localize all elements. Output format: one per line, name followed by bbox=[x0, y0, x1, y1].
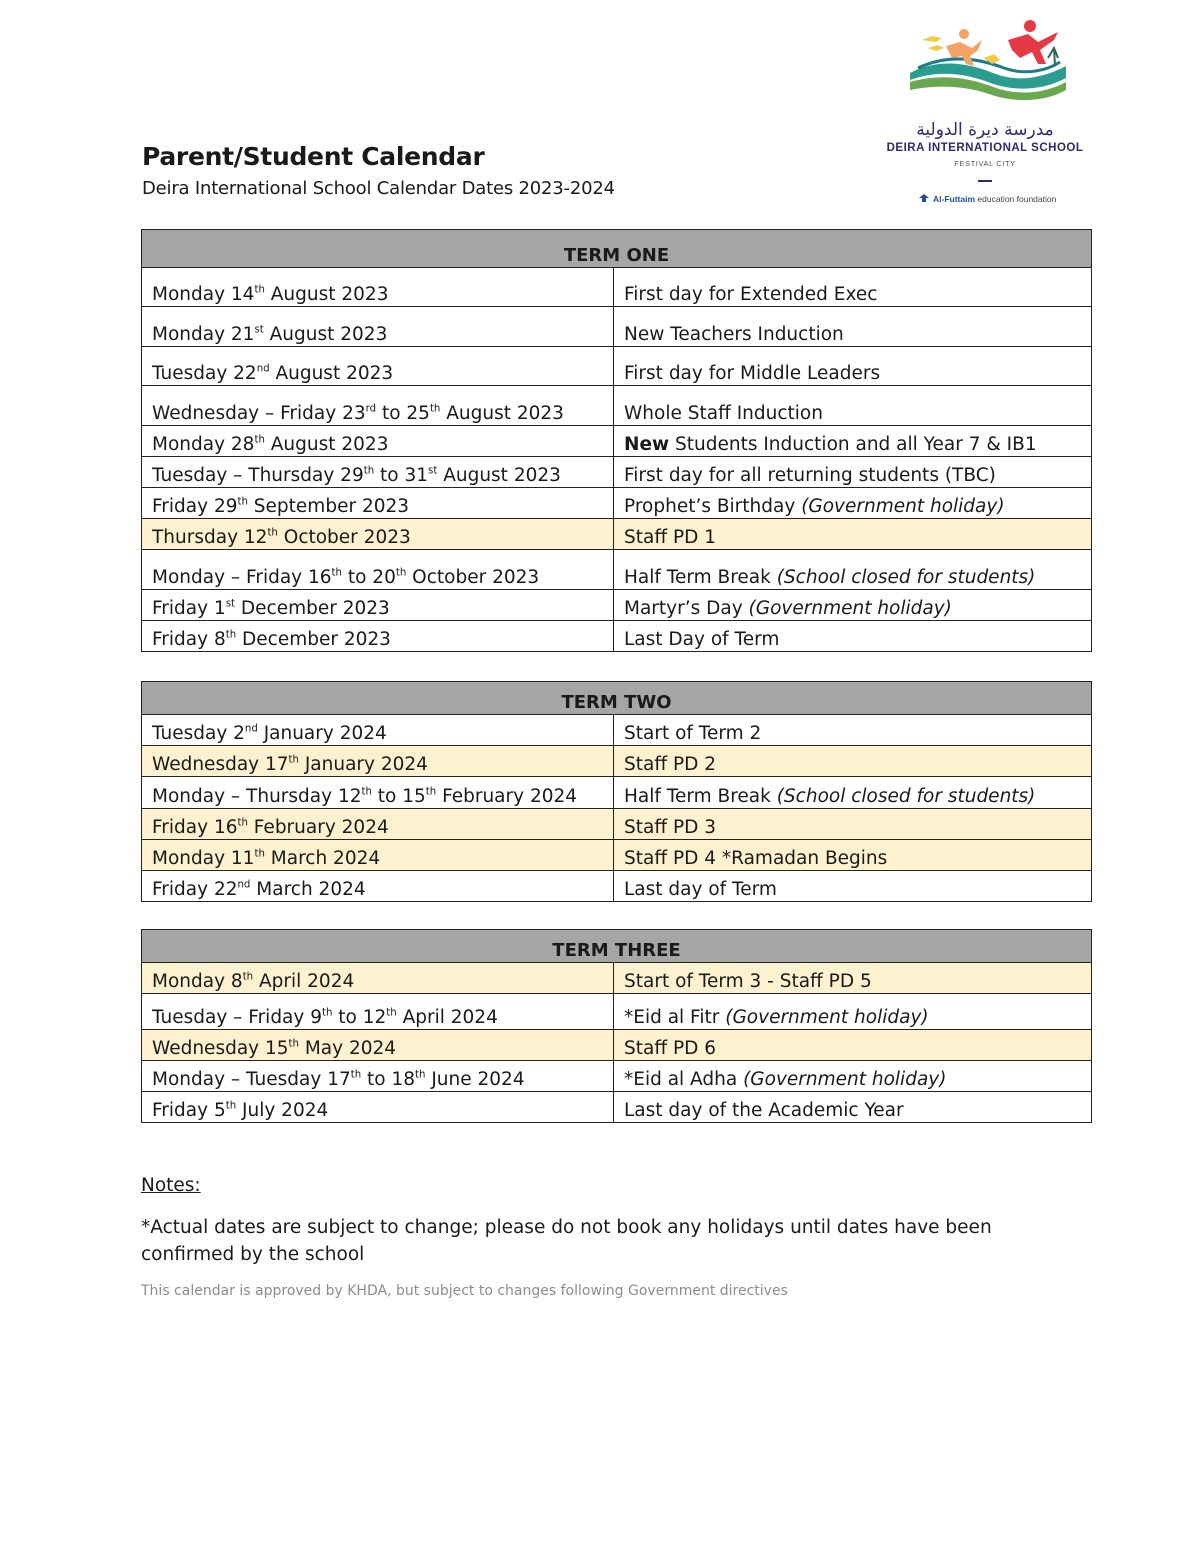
date-ordinal: th bbox=[225, 1100, 237, 1112]
date-cell bbox=[142, 963, 614, 994]
event-text: Start of Term 2 bbox=[624, 722, 762, 744]
date-rest: March 2024 bbox=[264, 847, 381, 869]
event-cell bbox=[614, 777, 1092, 809]
date-ordinal: th bbox=[254, 848, 265, 860]
date-cell bbox=[142, 268, 614, 307]
calendar-row bbox=[142, 519, 1092, 550]
term-title: TERM THREE bbox=[142, 930, 1092, 963]
date-ordinal: th bbox=[322, 1007, 333, 1019]
date-cell bbox=[142, 840, 614, 871]
logo-location: FESTIVAL CITY bbox=[954, 159, 1016, 168]
date-ordinal-end: th bbox=[415, 1069, 426, 1081]
date-day: Monday 21 bbox=[152, 323, 255, 345]
date-day: Monday – Tuesday 17 bbox=[152, 1068, 351, 1090]
notes-heading: Notes: bbox=[141, 1175, 201, 1196]
event-text: First day for all returning students (TBC) bbox=[624, 464, 996, 486]
date-rest: to 25 bbox=[376, 402, 430, 424]
date-day: Friday 8 bbox=[152, 628, 226, 650]
date-rest: February 2024 bbox=[247, 816, 389, 838]
date-cell bbox=[142, 1092, 614, 1123]
date-rest: August 2023 bbox=[263, 323, 388, 345]
event-cell bbox=[614, 994, 1092, 1030]
date-day: Monday 8 bbox=[152, 970, 243, 992]
date-day: Wednesday 15 bbox=[152, 1037, 289, 1059]
page-title: Parent/Student Calendar bbox=[142, 142, 485, 171]
date-cell bbox=[142, 590, 614, 621]
date-day: Monday 14 bbox=[152, 283, 255, 305]
date-cell bbox=[142, 426, 614, 457]
date-ordinal: th bbox=[350, 1069, 362, 1081]
event-cell bbox=[614, 715, 1092, 746]
event-text: Staff PD 3 bbox=[624, 816, 717, 838]
date-day: Friday 1 bbox=[152, 597, 226, 619]
date-rest-end: June 2024 bbox=[425, 1068, 525, 1090]
date-cell bbox=[142, 809, 614, 840]
date-rest: December 2023 bbox=[235, 597, 390, 619]
date-ordinal: th bbox=[288, 1038, 299, 1050]
event-cell bbox=[614, 871, 1092, 902]
date-cell bbox=[142, 488, 614, 519]
event-text: Prophet’s Birthday bbox=[624, 495, 802, 517]
event-text: Whole Staff Induction bbox=[624, 402, 823, 424]
event-text: Staff PD 2 bbox=[624, 753, 717, 775]
date-cell bbox=[142, 715, 614, 746]
term-title: TERM TWO bbox=[142, 682, 1092, 715]
calendar-row bbox=[142, 307, 1092, 347]
date-cell bbox=[142, 550, 614, 590]
calendar-row bbox=[142, 715, 1092, 746]
event-note: (School closed for students) bbox=[776, 566, 1036, 588]
event-cell bbox=[614, 809, 1092, 840]
date-rest-end: April 2024 bbox=[396, 1006, 498, 1028]
date-cell bbox=[142, 1030, 614, 1061]
date-day: Tuesday 2 bbox=[152, 722, 245, 744]
event-cell bbox=[614, 1061, 1092, 1092]
calendar-row bbox=[142, 994, 1092, 1030]
event-text: First day for Middle Leaders bbox=[624, 362, 881, 384]
date-ordinal: st bbox=[225, 598, 236, 610]
calendar-row bbox=[142, 426, 1092, 457]
event-cell bbox=[614, 840, 1092, 871]
date-ordinal-end: st bbox=[428, 465, 438, 477]
date-rest: July 2024 bbox=[236, 1099, 329, 1121]
date-rest: to 31 bbox=[374, 464, 429, 486]
event-cell bbox=[614, 519, 1092, 550]
date-ordinal: th bbox=[237, 817, 248, 829]
term-one-table bbox=[141, 229, 1092, 652]
logo-school-name: DEIRA INTERNATIONAL SCHOOL bbox=[886, 142, 1084, 154]
date-ordinal: rd bbox=[365, 403, 377, 415]
date-cell bbox=[142, 307, 614, 347]
date-rest-end: August 2023 bbox=[437, 464, 561, 486]
date-ordinal: th bbox=[331, 567, 342, 579]
date-ordinal: th bbox=[225, 629, 237, 641]
event-cell bbox=[614, 963, 1092, 994]
event-cell bbox=[614, 307, 1092, 347]
date-day: Friday 22 bbox=[152, 878, 238, 900]
event-cell bbox=[614, 590, 1092, 621]
date-rest: to 15 bbox=[371, 785, 426, 807]
term-title: TERM ONE bbox=[142, 230, 1092, 268]
date-rest: August 2023 bbox=[264, 433, 389, 455]
page-subtitle: Deira International School Calendar Dates 2023-2024 bbox=[142, 178, 615, 199]
event-text: Start of Term 3 - Staff PD 5 bbox=[624, 970, 872, 992]
calendar-row bbox=[142, 746, 1092, 777]
calendar-row bbox=[142, 268, 1092, 307]
event-text: Last day of Term bbox=[624, 878, 777, 900]
date-ordinal: th bbox=[288, 754, 299, 766]
date-ordinal: th bbox=[242, 971, 254, 983]
date-rest-end: February 2024 bbox=[436, 785, 578, 807]
approval-note: This calendar is approved by KHDA, but subject to changes following Government directives bbox=[141, 1283, 788, 1299]
date-cell bbox=[142, 746, 614, 777]
event-cell bbox=[614, 347, 1092, 386]
school-logo bbox=[880, 18, 1090, 204]
event-text: Half Term Break bbox=[624, 566, 777, 588]
calendar-row bbox=[142, 488, 1092, 519]
date-day: Tuesday – Thursday 29 bbox=[152, 464, 364, 486]
date-rest: May 2024 bbox=[298, 1037, 397, 1059]
date-ordinal: th bbox=[237, 496, 248, 508]
event-cell bbox=[614, 1092, 1092, 1123]
calendar-row bbox=[142, 457, 1092, 488]
date-rest: January 2024 bbox=[298, 753, 428, 775]
event-note: (Government holiday) bbox=[801, 495, 1005, 517]
date-cell bbox=[142, 777, 614, 809]
date-rest: January 2024 bbox=[257, 722, 387, 744]
event-text: Staff PD 4 *Ramadan Begins bbox=[624, 847, 888, 869]
notes-text: *Actual dates are subject to change; please do not book any holidays until dates have been confirmed by the school bbox=[141, 1217, 992, 1265]
date-cell bbox=[142, 621, 614, 652]
event-note: (Government holiday) bbox=[743, 1068, 947, 1090]
date-cell bbox=[142, 386, 614, 426]
event-emphasis: New bbox=[624, 433, 670, 455]
date-day: Wednesday – Friday 23 bbox=[152, 402, 366, 424]
calendar-row bbox=[142, 809, 1092, 840]
calendar-row bbox=[142, 386, 1092, 426]
calendar-row bbox=[142, 1092, 1092, 1123]
date-rest-end: October 2023 bbox=[406, 566, 540, 588]
date-ordinal: th bbox=[363, 465, 375, 477]
logo-foundation bbox=[918, 193, 1088, 204]
date-rest: March 2024 bbox=[250, 878, 366, 900]
date-cell bbox=[142, 347, 614, 386]
event-text: Staff PD 1 bbox=[624, 526, 717, 548]
date-day: Tuesday 22 bbox=[152, 362, 257, 384]
date-day: Monday 11 bbox=[152, 847, 255, 869]
calendar-row bbox=[142, 871, 1092, 902]
term-three-table bbox=[141, 929, 1092, 1123]
date-ordinal: nd bbox=[244, 723, 258, 735]
event-text: Students Induction and all Year 7 & IB1 bbox=[669, 433, 1037, 455]
date-day: Monday 28 bbox=[152, 433, 255, 455]
calendar-row bbox=[142, 1061, 1092, 1092]
date-rest-end: August 2023 bbox=[440, 402, 564, 424]
date-day: Wednesday 17 bbox=[152, 753, 289, 775]
event-cell bbox=[614, 746, 1092, 777]
logo-divider bbox=[978, 180, 992, 182]
event-text: Last Day of Term bbox=[624, 628, 780, 650]
event-note: (Government holiday) bbox=[748, 597, 952, 619]
date-day: Thursday 12 bbox=[152, 526, 268, 548]
event-cell bbox=[614, 268, 1092, 307]
calendar-row bbox=[142, 621, 1092, 652]
date-ordinal: st bbox=[254, 324, 264, 336]
date-ordinal-end: th bbox=[429, 403, 441, 415]
calendar-row bbox=[142, 963, 1092, 994]
event-text: Martyr’s Day bbox=[624, 597, 749, 619]
date-ordinal: th bbox=[254, 434, 265, 446]
date-rest: April 2024 bbox=[253, 970, 355, 992]
date-day: Tuesday – Friday 9 bbox=[152, 1006, 322, 1028]
event-cell bbox=[614, 488, 1092, 519]
event-text: *Eid al Adha bbox=[624, 1068, 744, 1090]
logo-arabic-name: مدرسة ديرة الدولية bbox=[916, 120, 1054, 140]
event-text: Half Term Break bbox=[624, 785, 777, 807]
date-rest: to 18 bbox=[361, 1068, 416, 1090]
date-rest: December 2023 bbox=[236, 628, 391, 650]
calendar-row bbox=[142, 347, 1092, 386]
event-text: Staff PD 6 bbox=[624, 1037, 717, 1059]
date-day: Friday 29 bbox=[152, 495, 238, 517]
date-day: Friday 16 bbox=[152, 816, 238, 838]
date-day: Monday – Thursday 12 bbox=[152, 785, 362, 807]
event-cell bbox=[614, 550, 1092, 590]
event-note: (Government holiday) bbox=[725, 1006, 929, 1028]
calendar-row bbox=[142, 777, 1092, 809]
date-ordinal: th bbox=[254, 284, 265, 296]
event-text: *Eid al Fitr bbox=[624, 1006, 726, 1028]
date-cell bbox=[142, 871, 614, 902]
event-cell bbox=[614, 386, 1092, 426]
event-note: (School closed for students) bbox=[776, 785, 1036, 807]
calendar-row bbox=[142, 550, 1092, 590]
date-ordinal: nd bbox=[237, 879, 251, 891]
date-rest: to 12 bbox=[332, 1006, 387, 1028]
event-cell bbox=[614, 426, 1092, 457]
date-cell bbox=[142, 994, 614, 1030]
event-cell bbox=[614, 621, 1092, 652]
foundation-text: education foundation bbox=[977, 194, 1057, 204]
term-two-table bbox=[141, 681, 1092, 902]
calendar-row bbox=[142, 1030, 1092, 1061]
foundation-brand: Al-Futtaim bbox=[933, 194, 976, 204]
date-ordinal: th bbox=[267, 527, 278, 539]
date-cell bbox=[142, 1061, 614, 1092]
date-rest: to 20 bbox=[341, 566, 396, 588]
date-ordinal-end: th bbox=[395, 567, 407, 579]
date-ordinal-end: th bbox=[425, 786, 437, 798]
event-text: Last day of the Academic Year bbox=[624, 1099, 904, 1121]
event-text: First day for Extended Exec bbox=[624, 283, 878, 305]
al-futtaim-icon bbox=[918, 193, 930, 203]
calendar-row bbox=[142, 840, 1092, 871]
calendar-row bbox=[142, 590, 1092, 621]
date-rest: August 2023 bbox=[269, 362, 394, 384]
event-text: New Teachers Induction bbox=[624, 323, 844, 345]
date-rest: September 2023 bbox=[247, 495, 410, 517]
event-cell bbox=[614, 457, 1092, 488]
date-cell bbox=[142, 457, 614, 488]
date-ordinal: th bbox=[361, 786, 372, 798]
date-day: Friday 5 bbox=[152, 1099, 226, 1121]
date-ordinal: nd bbox=[256, 363, 270, 375]
date-ordinal-end: th bbox=[386, 1007, 397, 1019]
event-cell bbox=[614, 1030, 1092, 1061]
logo-graphic-icon bbox=[908, 18, 1068, 103]
date-cell bbox=[142, 519, 614, 550]
date-day: Monday – Friday 16 bbox=[152, 566, 332, 588]
date-rest: August 2023 bbox=[264, 283, 389, 305]
date-rest: October 2023 bbox=[277, 526, 411, 548]
